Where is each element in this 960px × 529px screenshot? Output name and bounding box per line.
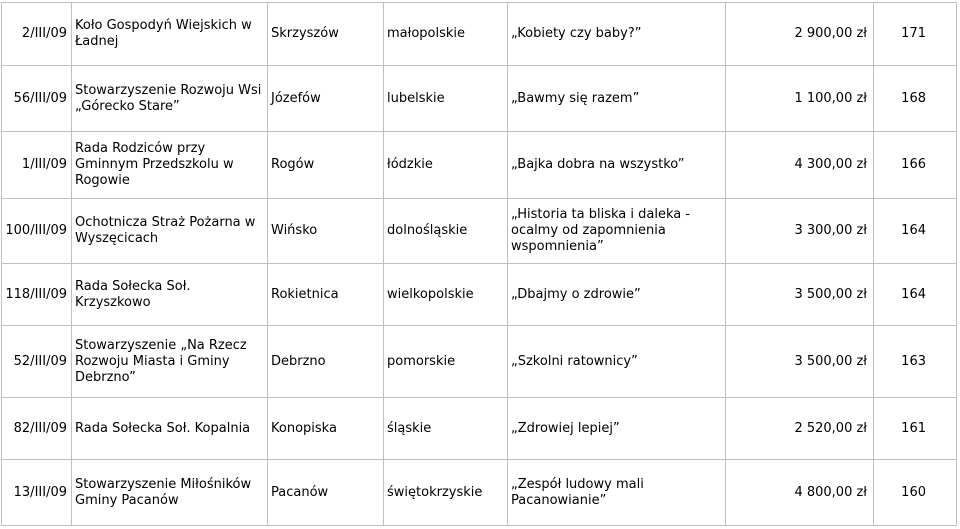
table-row	[2, 132, 957, 199]
application-id: 52/III/09	[2, 326, 72, 398]
application-id: 2/III/09	[2, 3, 72, 66]
score-points: 164	[874, 199, 957, 264]
project-title: „Bawmy się razem”	[508, 66, 726, 132]
grant-amount: 3 300,00 zł	[726, 199, 874, 264]
grant-amount: 1 100,00 zł	[726, 66, 874, 132]
application-id: 82/III/09	[2, 398, 72, 460]
grant-amount: 4 300,00 zł	[726, 132, 874, 199]
score-points: 161	[874, 398, 957, 460]
organization-name: Rada Sołecka Soł. Krzyszkowo	[72, 264, 268, 326]
score-points: 166	[874, 132, 957, 199]
organization-name: Stowarzyszenie Rozwoju Wsi „Górecko Stare”	[72, 66, 268, 132]
voivodeship: wielkopolskie	[384, 264, 508, 326]
grants-table-body	[2, 3, 957, 526]
table-row	[2, 3, 957, 66]
grants-table	[1, 2, 957, 526]
organization-name: Ochotnicza Straż Pożarna w Wyszęcicach	[72, 199, 268, 264]
organization-name: Rada Rodziców przy Gminnym Przedszkolu w Rogowie	[72, 132, 268, 199]
project-title: „Bajka dobra na wszystko”	[508, 132, 726, 199]
application-id: 100/III/09	[2, 199, 72, 264]
application-id: 56/III/09	[2, 66, 72, 132]
table-row	[2, 460, 957, 526]
voivodeship: dolnośląskie	[384, 199, 508, 264]
municipality: Rokietnica	[268, 264, 384, 326]
grant-amount: 3 500,00 zł	[726, 326, 874, 398]
grant-amount: 4 800,00 zł	[726, 460, 874, 526]
voivodeship: pomorskie	[384, 326, 508, 398]
score-points: 160	[874, 460, 957, 526]
table-row	[2, 326, 957, 398]
municipality: Wińsko	[268, 199, 384, 264]
organization-name: Rada Sołecka Soł. Kopalnia	[72, 398, 268, 460]
table-row	[2, 199, 957, 264]
table-row	[2, 66, 957, 132]
voivodeship: lubelskie	[384, 66, 508, 132]
voivodeship: śląskie	[384, 398, 508, 460]
municipality: Pacanów	[268, 460, 384, 526]
project-title: „Dbajmy o zdrowie”	[508, 264, 726, 326]
organization-name: Koło Gospodyń Wiejskich w Ładnej	[72, 3, 268, 66]
municipality: Rogów	[268, 132, 384, 199]
application-id: 118/III/09	[2, 264, 72, 326]
project-title: „Historia ta bliska i daleka - ocalmy od zapomnienia wspomnienia”	[508, 199, 726, 264]
municipality: Skrzyszów	[268, 3, 384, 66]
municipality: Konopiska	[268, 398, 384, 460]
score-points: 164	[874, 264, 957, 326]
grant-amount: 2 520,00 zł	[726, 398, 874, 460]
project-title: „Zespół ludowy mali Pacanowianie”	[508, 460, 726, 526]
score-points: 168	[874, 66, 957, 132]
organization-name: Stowarzyszenie „Na Rzecz Rozwoju Miasta i Gminy Debrzno”	[72, 326, 268, 398]
score-points: 171	[874, 3, 957, 66]
grant-amount: 2 900,00 zł	[726, 3, 874, 66]
voivodeship: łódzkie	[384, 132, 508, 199]
project-title: „Szkolni ratownicy”	[508, 326, 726, 398]
voivodeship: świętokrzyskie	[384, 460, 508, 526]
application-id: 13/III/09	[2, 460, 72, 526]
municipality: Józefów	[268, 66, 384, 132]
table-row	[2, 398, 957, 460]
project-title: „Kobiety czy baby?”	[508, 3, 726, 66]
table-row	[2, 264, 957, 326]
organization-name: Stowarzyszenie Miłośników Gminy Pacanów	[72, 460, 268, 526]
application-id: 1/III/09	[2, 132, 72, 199]
score-points: 163	[874, 326, 957, 398]
municipality: Debrzno	[268, 326, 384, 398]
voivodeship: małopolskie	[384, 3, 508, 66]
grant-amount: 3 500,00 zł	[726, 264, 874, 326]
project-title: „Zdrowiej lepiej”	[508, 398, 726, 460]
